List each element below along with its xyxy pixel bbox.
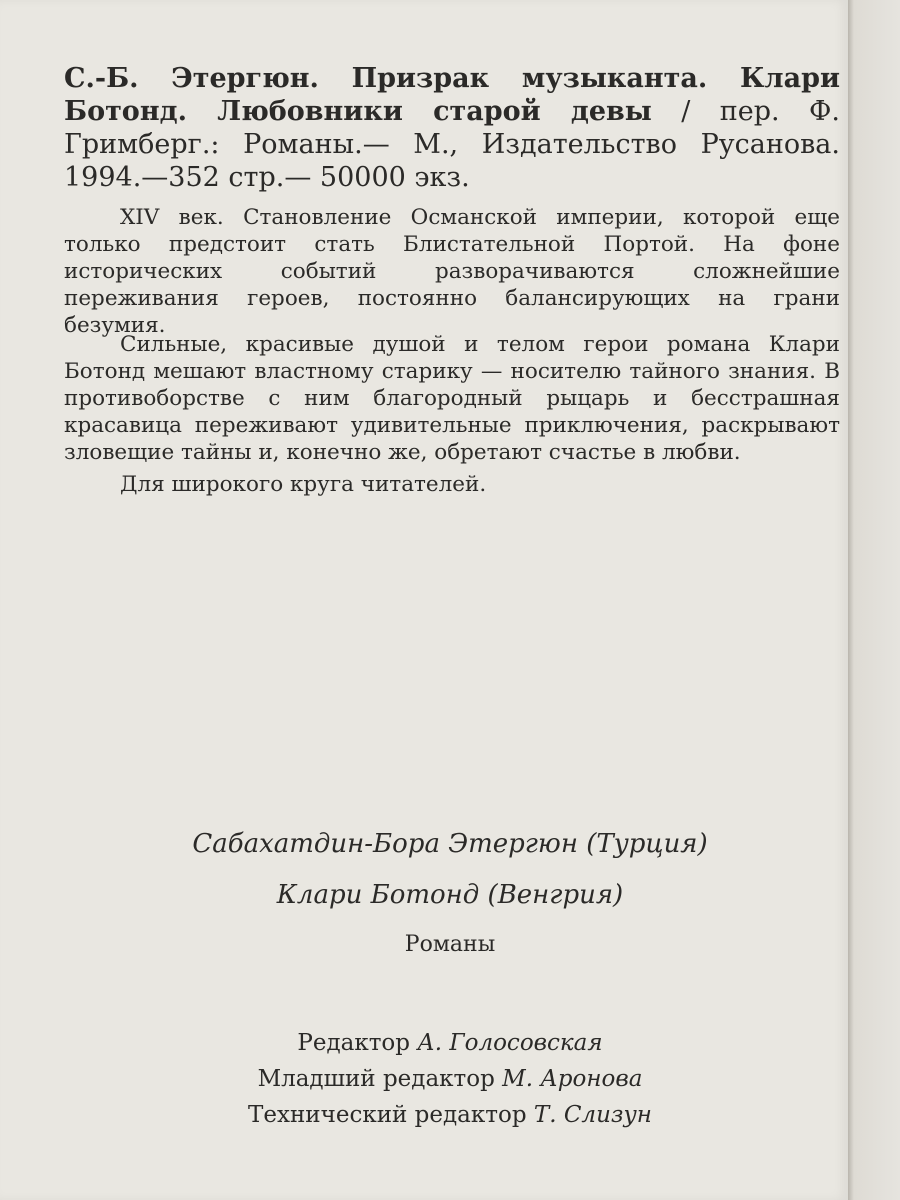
annotation-paragraph-2: Сильные, красивые душой и телом герои романа Клари Ботонд мешают властному старику — носителю тайного знания. В противоборстве с ним благородный рыцарь и бесстрашная красавица переживают удивительные приключения, раскрывают зловещие тайны и, конечно же, обретают счастье в любви. (64, 332, 840, 465)
bibliographic-heading: С.-Б. Этергюн. Призрак музыканта. Клари Ботонд. Любовники старой девы (64, 63, 840, 127)
credit-technical-editor (0, 1102, 900, 1128)
bibliographic-details: / пер. Ф. Гримберг.: Романы.— М., Издательство Русанова. 1994.—352 стр.— 50000 экз. (64, 96, 840, 193)
genre-label: Романы (404, 932, 496, 957)
page-edge (848, 0, 900, 1200)
credit-role: Младший редактор (257, 1066, 495, 1092)
author-1: Сабахатдин-Бора Этергюн (Турция) (192, 829, 708, 859)
bibliographic-entry (64, 62, 840, 194)
credit-person: М. Аронова (502, 1066, 643, 1092)
annotation-paragraph-1: XIV век. Становление Османской империи, которой еще только предстоит стать Блистательной Портой. На фоне исторических событий разворачиваются сложнейшие переживания героев, постоянно балансирующих на грани безумия. (64, 205, 840, 338)
credit-person: А. Голосовская (417, 1030, 603, 1056)
credit-editor (0, 1030, 900, 1056)
author-2: Клари Ботонд (Венгрия) (276, 880, 624, 910)
credit-role: Редактор (297, 1030, 411, 1056)
credit-junior-editor (0, 1066, 900, 1092)
annotation-audience: Для широкого круга читателей. (120, 472, 487, 497)
credit-role: Технический редактор (248, 1102, 527, 1128)
credit-person: Т. Слизун (533, 1102, 652, 1128)
